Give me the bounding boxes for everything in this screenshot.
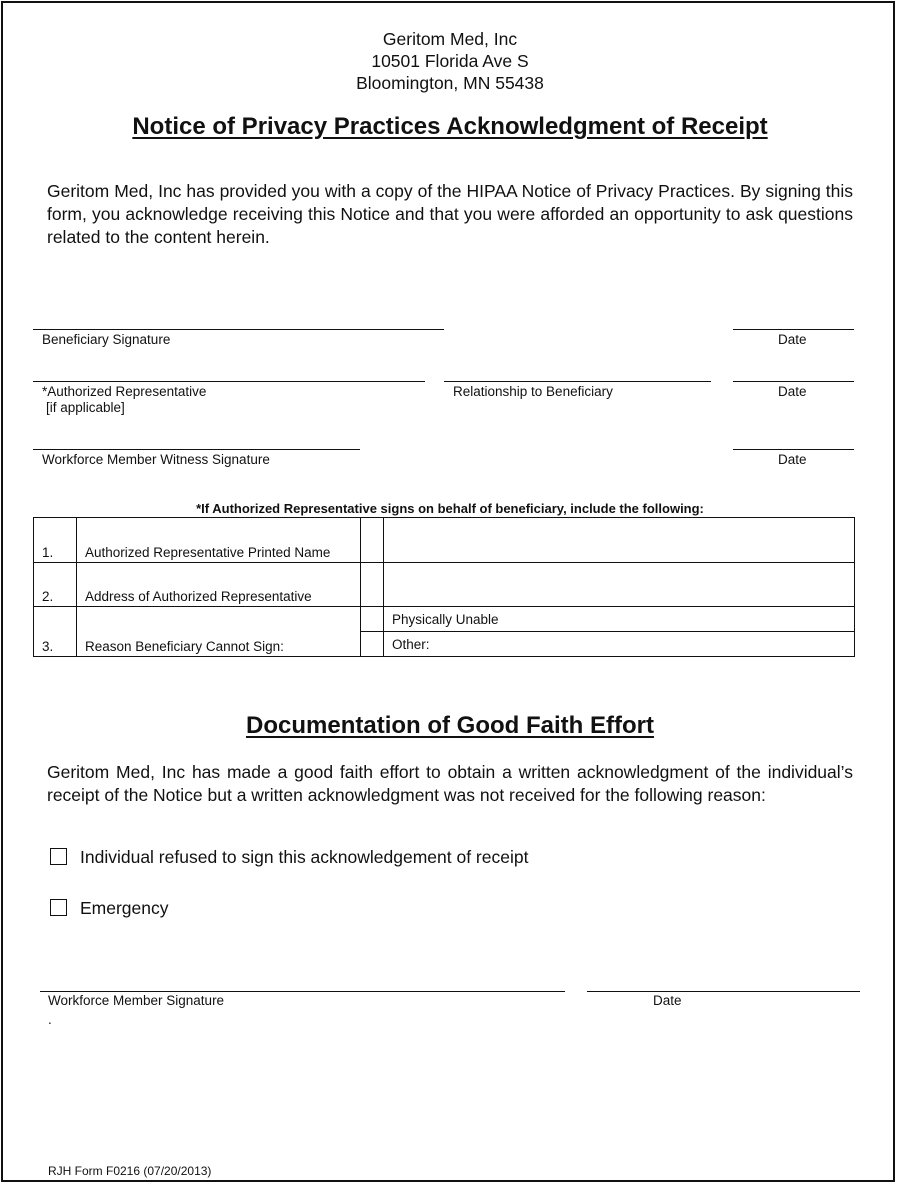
row-checkbox-cell[interactable]	[361, 563, 384, 607]
authorized-rep-line[interactable]	[33, 381, 425, 382]
relationship-label: Relationship to Beneficiary	[453, 384, 613, 399]
row-label-address: Address of Authorized Representative	[77, 563, 361, 607]
witness-date-line[interactable]	[733, 449, 854, 450]
table-row	[34, 607, 855, 632]
authorized-rep-date-line[interactable]	[733, 381, 854, 382]
row-number: 3.	[34, 607, 77, 657]
workforce-signature-label: Workforce Member Signature	[48, 993, 225, 1008]
emergency-checkbox[interactable]	[50, 899, 67, 916]
witness-signature-line[interactable]	[33, 449, 360, 450]
stray-dot: .	[48, 1012, 52, 1027]
authorized-rep-note: *If Authorized Representative signs on behalf of beneficiary, include the following:	[196, 501, 704, 516]
other-checkbox[interactable]	[361, 632, 384, 657]
good-faith-title: Documentation of Good Faith Effort	[246, 712, 654, 739]
witness-signature-label: Workforce Member Witness Signature	[42, 452, 270, 467]
address-field[interactable]	[384, 563, 855, 607]
row-label-reason: Reason Beneficiary Cannot Sign:	[77, 607, 361, 657]
beneficiary-date-line[interactable]	[733, 329, 854, 330]
relationship-line[interactable]	[444, 381, 711, 382]
beneficiary-signature-line[interactable]	[33, 329, 444, 330]
printed-name-field[interactable]	[384, 518, 855, 563]
row-number: 2.	[34, 563, 77, 607]
row-label-printed-name: Authorized Representative Printed Name	[77, 518, 361, 563]
company-name: Geritom Med, Inc	[382, 29, 518, 49]
workforce-date-label: Date	[653, 993, 682, 1008]
table-row	[34, 563, 855, 607]
beneficiary-date-label: Date	[778, 332, 807, 347]
table-row	[34, 518, 855, 563]
good-faith-paragraph: Geritom Med, Inc has made a good faith effort to obtain a written acknowledgment of the individual’s receipt of the Notice but a written acknowledgment was not received for the following reason:	[47, 762, 853, 805]
other-option[interactable]: Other:	[384, 632, 855, 657]
authorized-rep-date-label: Date	[778, 384, 807, 399]
page-title: Notice of Privacy Practices Acknowledgment of Receipt	[132, 113, 768, 140]
workforce-date-line[interactable]	[587, 991, 860, 992]
witness-date-label: Date	[778, 452, 807, 467]
physically-unable-checkbox[interactable]	[361, 607, 384, 632]
emergency-option-label: Emergency	[80, 898, 169, 918]
company-street: 10501 Florida Ave S	[371, 51, 529, 71]
if-applicable-label: [if applicable]	[46, 400, 125, 415]
company-city: Bloomington, MN 55438	[356, 73, 544, 93]
physically-unable-option[interactable]: Physically Unable	[384, 607, 855, 632]
workforce-signature-line[interactable]	[40, 991, 565, 992]
authorized-rep-table	[33, 517, 855, 657]
refused-option-label: Individual refused to sign this acknowledgement of receipt	[80, 847, 529, 867]
refused-checkbox[interactable]	[50, 848, 67, 865]
intro-paragraph: Geritom Med, Inc has provided you with a copy of the HIPAA Notice of Privacy Practices. By signing this form, you acknowledge receiving this Notice and that you were afforded an opportunity to ask questions related to the content herein.	[47, 181, 853, 247]
row-number: 1.	[34, 518, 77, 563]
row-checkbox-cell[interactable]	[361, 518, 384, 563]
authorized-rep-label: *Authorized Representative	[42, 384, 207, 399]
form-number: RJH Form F0216 (07/20/2013)	[48, 1164, 212, 1178]
beneficiary-signature-label: Beneficiary Signature	[42, 332, 171, 347]
